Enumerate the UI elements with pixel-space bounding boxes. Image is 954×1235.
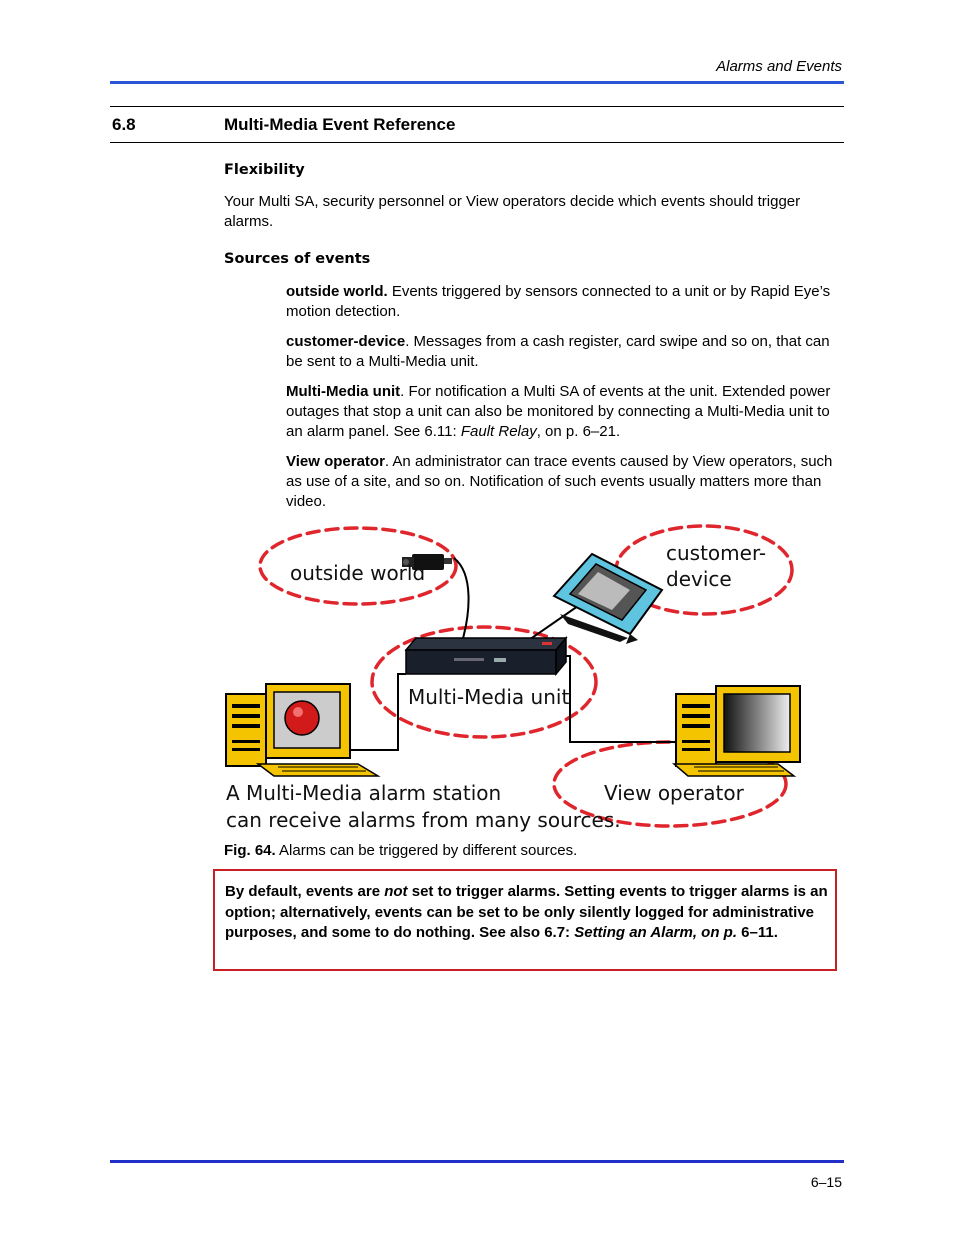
figure-caption [224,842,577,859]
source-item-customer-device [286,332,834,372]
flexibility-heading: Flexibility [224,162,305,178]
source-desc: . Messages from a cash register, card swipe and so on, that can be sent to a Multi-Media unit. [286,333,830,370]
multi-media-unit-icon [406,638,566,674]
note-tail: 6–11. [737,924,778,941]
view-operator-cable [556,656,678,742]
label-outside-world: outside world [290,561,426,585]
section-title: Multi-Media Event Reference [224,115,456,134]
note-emphasis: not [384,883,408,900]
note-part: set to trigger alarms. Setting events to trigger alarms is an option; alternatively, events can be set to be only silently logged for administrative purposes, and some to do nothing. See also 6.7: [225,883,828,941]
alarm-bell-icon [285,701,319,735]
source-desc-tail: , on p. 6–21. [536,423,621,440]
note-box [213,869,837,971]
section-number: 6.8 [112,115,136,134]
note-text [225,882,831,944]
sources-heading: Sources of events [224,251,371,267]
source-item-multi-media-unit [286,382,834,442]
running-title: Alarms and Events [716,58,842,75]
source-desc: . An administrator can trace events caused by View operators, such as use of a site, and so on. Notification of such events usually matters more than video. [286,453,833,510]
caption-text: Alarms can be triggered by different sources. [275,842,578,859]
source-desc: . For notification a Multi SA of events at the unit. Extended power outages that stop a unit can also be monitored by connecting a Multi-Media unit to an alarm panel. See 6.11: [286,383,831,440]
source-desc: Events triggered by sensors connected to a unit or by Rapid Eye’s motion detection. [286,283,831,320]
figure-illustration [218,514,814,836]
label-multi-media-unit: Multi-Media unit [408,685,570,709]
label-customer-line2: device [666,567,732,591]
header-rule [110,81,844,84]
touchscreen-terminal-icon [554,554,662,644]
source-term: customer-device [286,333,406,350]
caption-label: Fig. 64. [224,842,276,859]
source-term: outside world. [286,283,388,300]
alarm-station-computer-icon [226,684,378,776]
event-sources-figure [218,514,814,836]
alarm-station-cable [348,674,406,750]
footer-rule [110,1160,844,1163]
label-customer-line1: customer- [666,541,767,565]
source-item-view-operator [286,452,834,512]
page-number: 6–15 [810,1174,842,1190]
source-term: View operator [286,453,385,470]
section-rule-bottom [110,142,844,143]
cross-reference: Fault Relay [460,423,537,440]
source-term: Multi-Media unit [286,383,401,400]
label-station-line2: can receive alarms from many sources. [226,808,621,832]
flexibility-paragraph: Your Multi SA, security personnel or View operators decide which events should trigger alarms. [224,193,801,230]
label-view-operator: View operator [604,781,744,805]
note-part: By default, events are [225,883,385,900]
source-item-outside-world [286,282,834,322]
label-station-line1: A Multi-Media alarm station [226,781,502,805]
view-operator-computer-icon [674,686,800,776]
section-rule-top [110,106,844,107]
note-cross-reference: Setting an Alarm, on p. [574,924,738,941]
